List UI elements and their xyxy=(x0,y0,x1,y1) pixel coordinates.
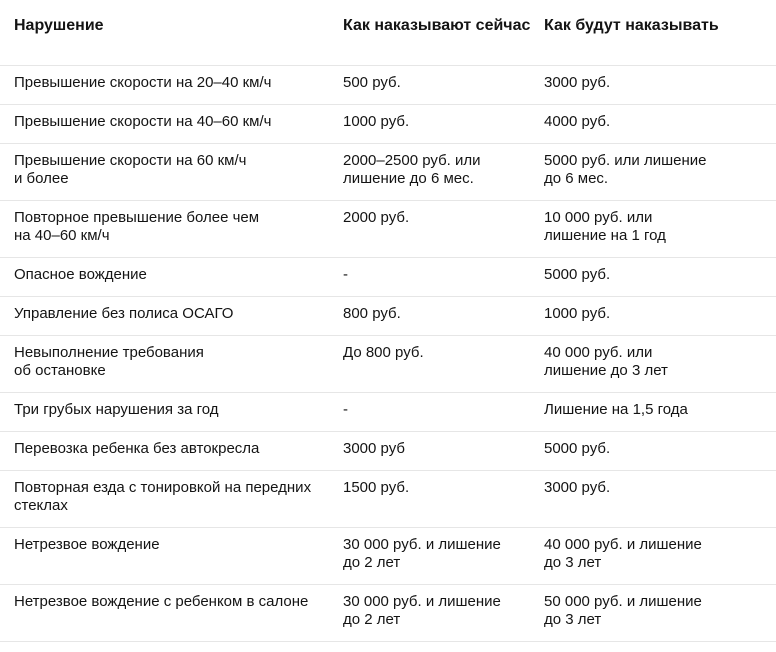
future-penalty-cell: 4000 руб. xyxy=(544,113,611,130)
violation-cell: Нетрезвое вождение с ребенком в салоне xyxy=(14,593,309,610)
table-row xyxy=(0,297,776,336)
table-row xyxy=(0,471,776,528)
table-row xyxy=(0,144,776,201)
current-penalty-cell: - xyxy=(343,266,348,283)
table-row xyxy=(0,201,776,258)
violation-cell: Повторная езда с тонировкой на передних стеклах xyxy=(14,479,312,514)
table-row xyxy=(0,585,776,642)
header-violation: Нарушение xyxy=(14,17,104,34)
current-penalty-cell: - xyxy=(343,401,348,418)
current-penalty-cell: 2000–2500 руб. или лишение до 6 мес. xyxy=(343,152,481,187)
future-penalty-cell: 3000 руб. xyxy=(544,74,611,91)
violation-cell: Превышение скорости на 60 км/ч и более xyxy=(14,152,247,187)
table-row xyxy=(0,105,776,144)
header-future-penalty: Как будут наказывать xyxy=(544,17,719,34)
future-penalty-cell: 40 000 руб. и лишение до 3 лет xyxy=(544,536,702,571)
future-penalty-cell: 40 000 руб. или лишение до 3 лет xyxy=(544,344,668,379)
table-row xyxy=(0,66,776,105)
current-penalty-cell: 1000 руб. xyxy=(343,113,410,130)
table-row xyxy=(0,432,776,471)
future-penalty-cell: 50 000 руб. и лишение до 3 лет xyxy=(544,593,702,628)
current-penalty-cell: 2000 руб. xyxy=(343,209,410,226)
future-penalty-cell: 5000 руб. xyxy=(544,266,611,283)
header-current-penalty: Как наказывают сейчас xyxy=(343,17,531,34)
violation-cell: Невыполнение требования об остановке xyxy=(14,344,204,379)
violation-cell: Повторное превышение более чем на 40–60 км/ч xyxy=(14,209,260,244)
future-penalty-cell: 10 000 руб. или лишение на 1 год xyxy=(544,209,666,244)
future-penalty-cell: 1000 руб. xyxy=(544,305,611,322)
future-penalty-cell: 5000 руб. xyxy=(544,440,611,457)
table-row xyxy=(0,258,776,297)
table-row xyxy=(0,528,776,585)
violation-cell: Управление без полиса ОСАГО xyxy=(14,305,234,322)
violation-cell: Три грубых нарушения за год xyxy=(14,401,219,418)
current-penalty-cell: До 800 руб. xyxy=(343,344,424,361)
table-row xyxy=(0,336,776,393)
current-penalty-cell: 30 000 руб. и лишение до 2 лет xyxy=(343,593,501,628)
violation-cell: Нетрезвое вождение xyxy=(14,536,160,553)
current-penalty-cell: 500 руб. xyxy=(343,74,401,91)
current-penalty-cell: 30 000 руб. и лишение до 2 лет xyxy=(343,536,501,571)
violation-cell: Превышение скорости на 20–40 км/ч xyxy=(14,74,272,91)
violation-cell: Перевозка ребенка без автокресла xyxy=(14,440,260,457)
current-penalty-cell: 3000 руб xyxy=(343,440,405,457)
violation-cell: Опасное вождение xyxy=(14,266,147,283)
current-penalty-cell: 1500 руб. xyxy=(343,479,410,496)
future-penalty-cell: 5000 руб. или лишение до 6 мес. xyxy=(544,152,707,187)
violation-cell: Превышение скорости на 40–60 км/ч xyxy=(14,113,272,130)
future-penalty-cell: 3000 руб. xyxy=(544,479,611,496)
table-row xyxy=(0,393,776,432)
current-penalty-cell: 800 руб. xyxy=(343,305,401,322)
table-header-row xyxy=(0,0,776,66)
future-penalty-cell: Лишение на 1,5 года xyxy=(544,401,688,418)
